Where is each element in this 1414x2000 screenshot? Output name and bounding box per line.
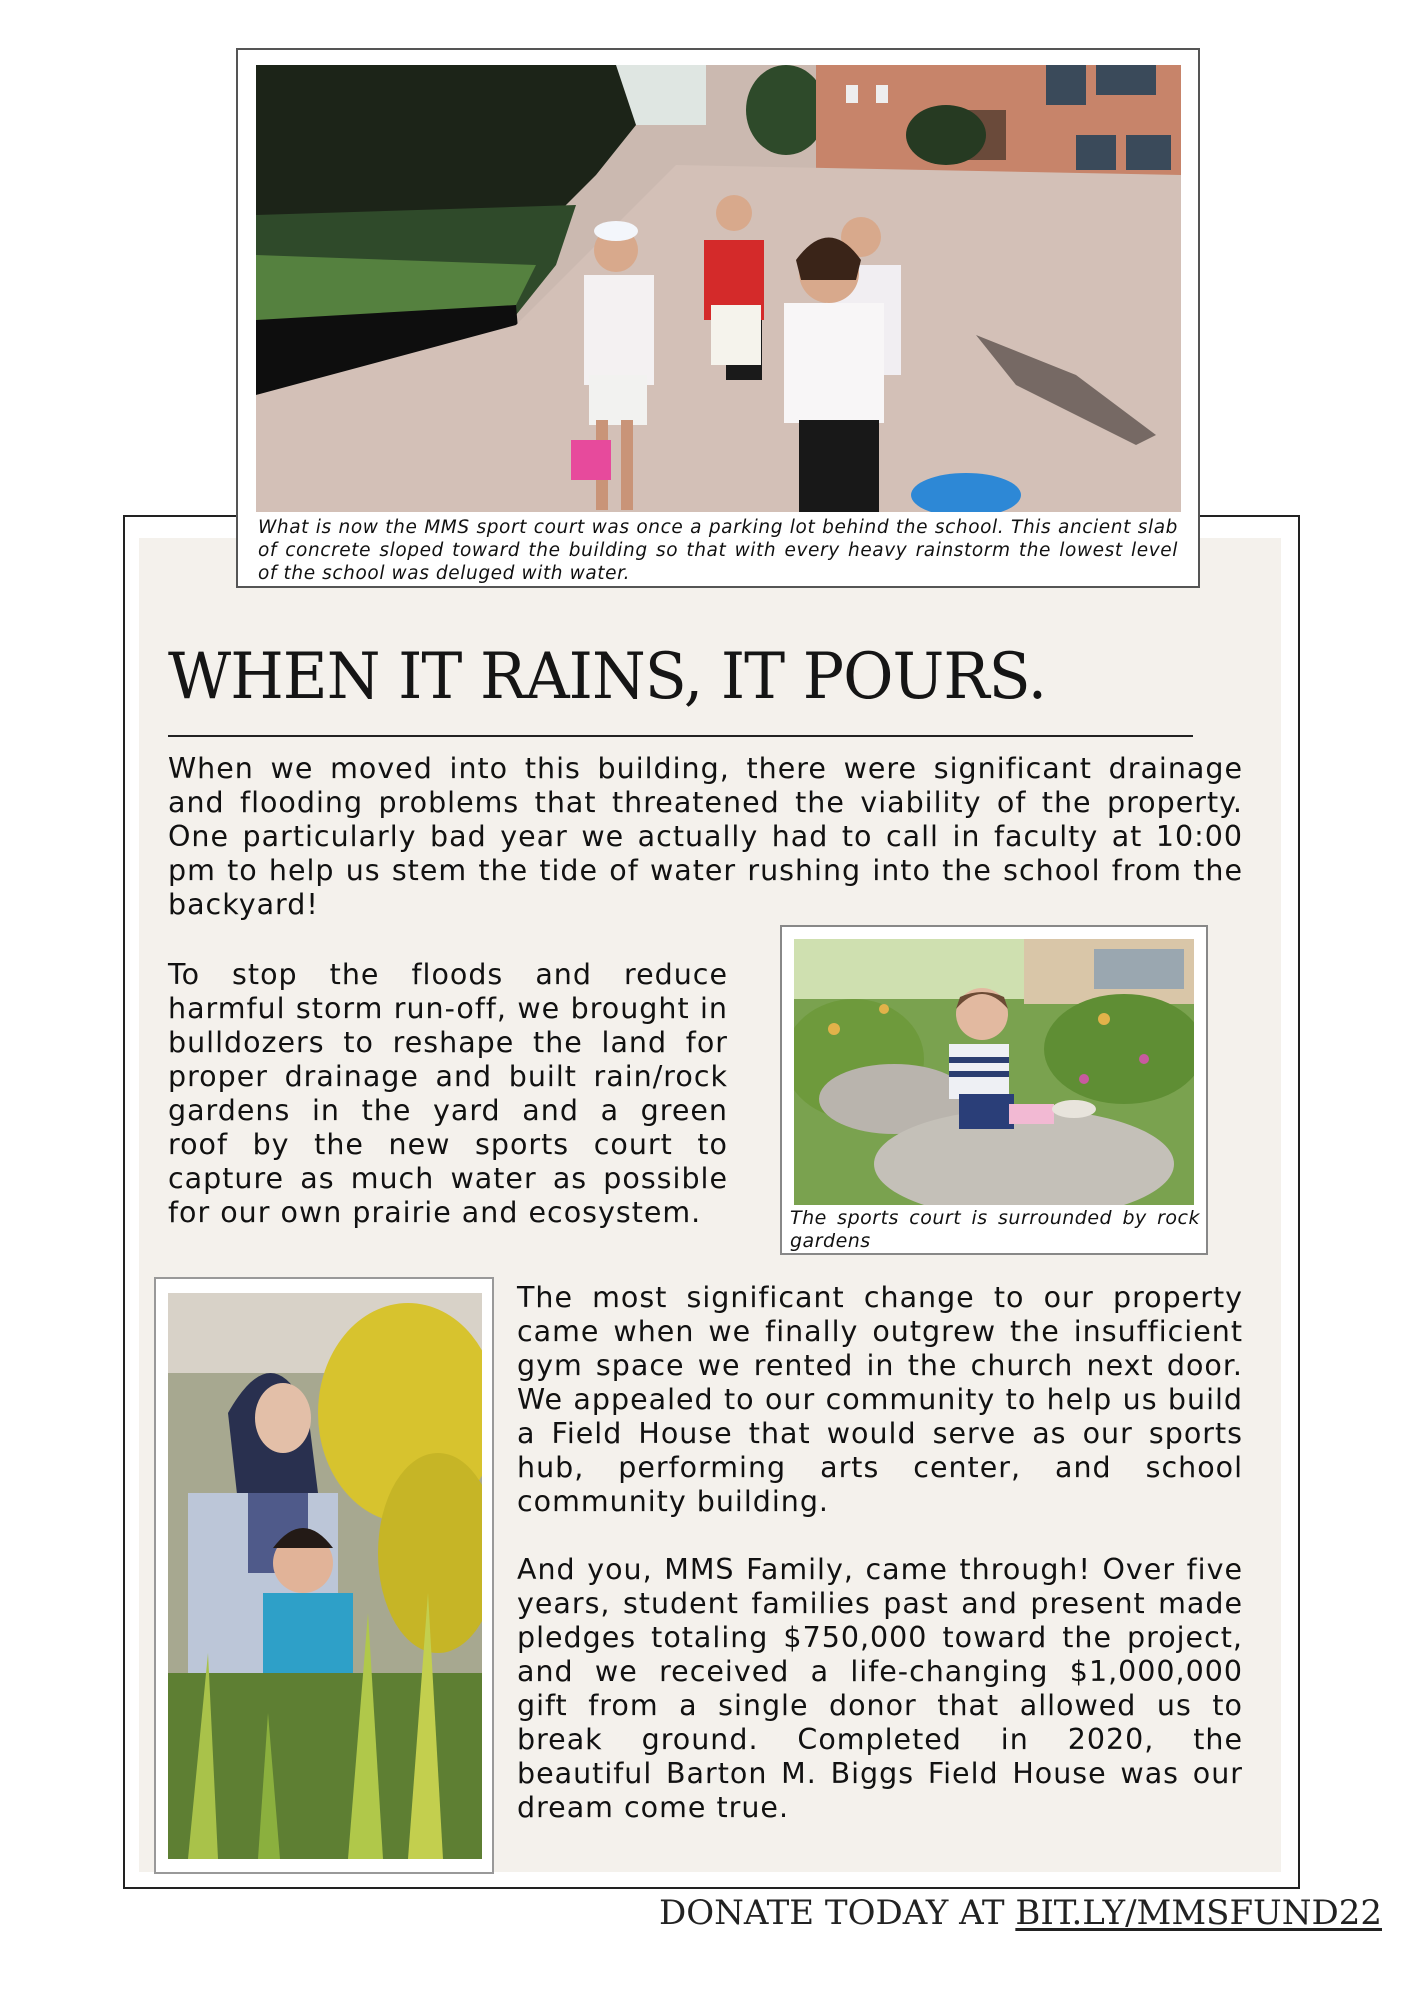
paragraph-field-house: The most significant change to our property came when we finally outgrew the insufficient gym space we rented in the church next door. We appealed to our community to help us build a Field House that would serve as our sports hub, performing arts center, and school community building. (517, 1281, 1243, 1518)
donate-footer (659, 1893, 1382, 1933)
paragraph-rain-gardens: To stop the floods and reduce harmful storm run-off, we brought in bulldozers to reshape the land for proper drainage and built rain/rock gardens in the yard and a green roof by the new sports court to capture as much water as possible for our own prairie and ecosystem. (168, 958, 728, 1229)
field-photo-frame (154, 1277, 494, 1874)
paragraph-community-pledges: And you, MMS Family, came through! Over five years, student families past and present made pledges totaling $750,000 toward the project, and we received a life-changing $1,000,000 gift from a single donor that allowed us to break ground. Completed in 2020, the beautiful Barton M. Biggs Field House was our dream come true. (517, 1553, 1243, 1824)
parking-lot-children-photo (256, 65, 1181, 512)
girl-in-rock-garden-photo (794, 939, 1194, 1205)
woman-and-boy-in-garden-photo (168, 1293, 482, 1859)
rock-garden-photo-caption: The sports court is surrounded by rock gardens (790, 1207, 1200, 1252)
donate-link[interactable]: BIT.LY/MMSFUND22 (1015, 1893, 1382, 1933)
page-title: WHEN IT RAINS, IT POURS. (168, 640, 1047, 714)
rock-garden-photo-frame (780, 925, 1208, 1255)
paragraph-drainage-problems: When we moved into this building, there were significant drainage and flooding problems that threatened the viability of the property. One particularly bad year we actually had to call in faculty at 10:00 pm to help us stem the tide of water rushing into the school from the backyard! (168, 752, 1243, 921)
top-photo-frame (236, 48, 1200, 588)
donate-label: DONATE TODAY AT (659, 1893, 1016, 1933)
top-photo-caption: What is now the MMS sport court was once a parking lot behind the school. This ancient slab of concrete sloped toward the building so that with every heavy rainstorm the lowest level of the school was deluged with water. (258, 517, 1178, 584)
title-divider (168, 735, 1193, 737)
